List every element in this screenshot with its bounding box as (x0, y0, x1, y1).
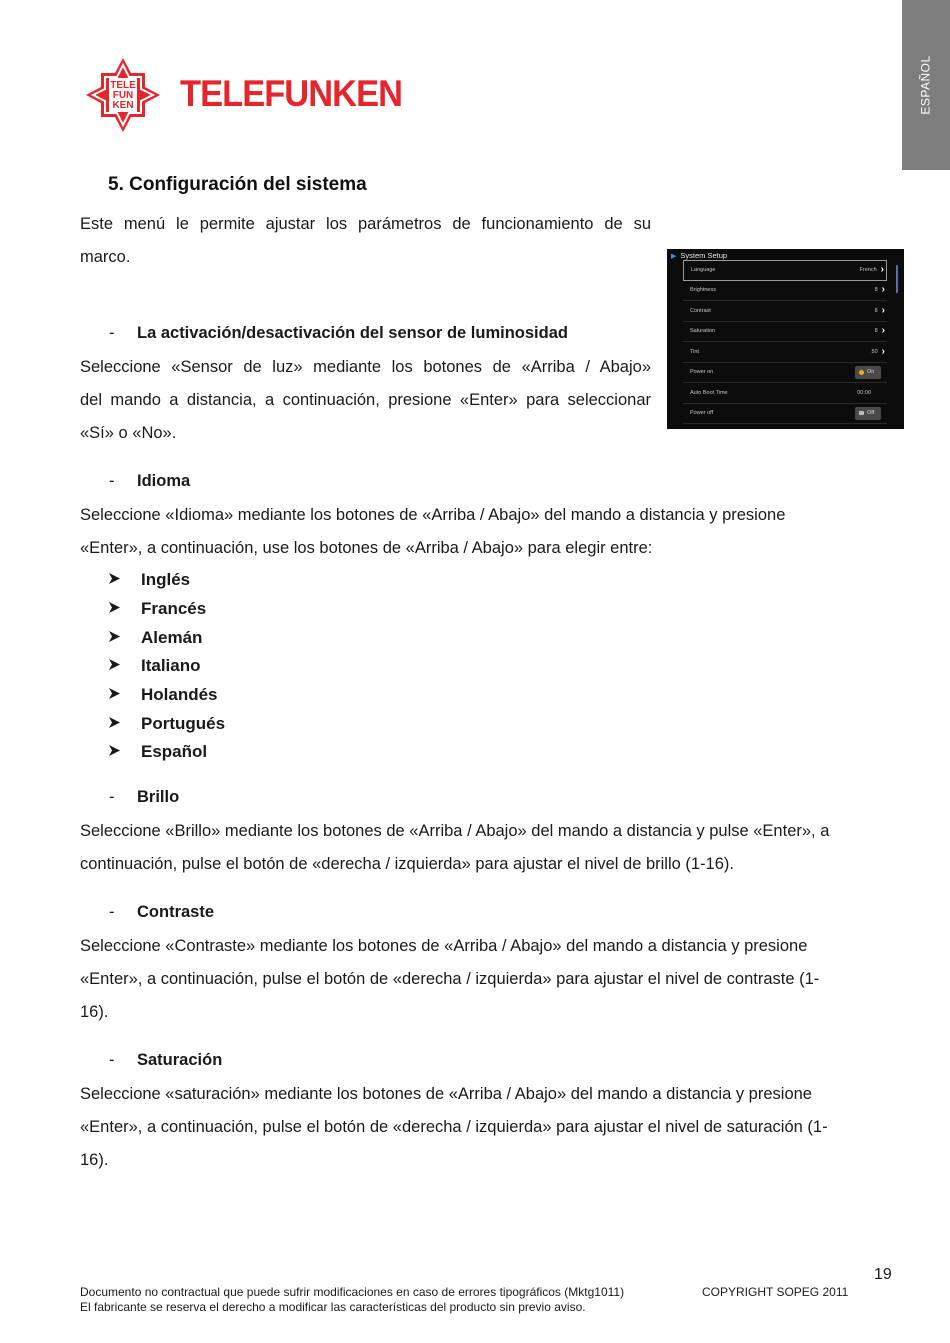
setup-row-power-on[interactable] (683, 363, 887, 384)
setup-row-label: Power off (690, 410, 714, 417)
language-side-tab (902, 0, 950, 170)
page-number: 19 (874, 1266, 892, 1283)
setup-row-contrast[interactable] (683, 301, 887, 322)
setup-row-value-area (860, 265, 884, 275)
setup-row-value-area (855, 407, 885, 420)
brillo-heading-text: Brillo (137, 788, 180, 806)
idioma-heading-text: Idioma (137, 472, 191, 490)
sensor-heading-text: La activación/desactivación del sensor de luminosidad (137, 324, 568, 342)
setup-row-label: Contrast (690, 307, 711, 314)
saturacion-paragraph (80, 1078, 880, 1177)
language-list-item (108, 652, 225, 681)
language-list-item (108, 595, 225, 624)
language-label: Inglés (141, 570, 191, 590)
telefunken-emblem-icon (84, 56, 162, 134)
chevron-right-icon[interactable]: › (880, 264, 884, 276)
arrow-bullet-icon (108, 714, 141, 734)
footer-line-2: El fabricante se reserva el derecho a modificar las características del producto sin previo aviso. (80, 1300, 586, 1314)
language-list-item (108, 566, 225, 595)
setup-row-value: Off (867, 410, 875, 417)
saturacion-line-1: Seleccione «saturación» mediante los botones de «Arriba / Abajo» del mando a distancia y presione (80, 1085, 812, 1103)
brillo-heading: - Brillo (109, 788, 180, 806)
svg-text:TELE: TELE (110, 80, 136, 91)
chevron-right-icon[interactable]: › (881, 284, 885, 296)
setup-row-value: 00:00 (857, 389, 871, 396)
arrow-bullet-icon (108, 570, 141, 590)
power-on-toggle[interactable] (855, 366, 881, 379)
arrow-bullet-icon (108, 656, 141, 676)
language-list-item (108, 709, 225, 738)
chevron-right-icon[interactable]: › (881, 345, 885, 357)
power-off-toggle[interactable] (855, 407, 881, 420)
sensor-line-2: del mando a distancia, a continuación, presione «Enter» para seleccionar (80, 391, 651, 409)
setup-row-tint[interactable] (683, 342, 887, 363)
setup-row-power-off[interactable] (683, 404, 887, 425)
telefunken-logo (84, 56, 404, 136)
brand-wordmark: TELEFUNKEN (180, 73, 403, 114)
setup-row-value: 8 (874, 328, 878, 335)
language-list-item (108, 681, 225, 710)
svg-text:FUN: FUN (112, 90, 134, 101)
chevron-right-icon[interactable]: › (881, 325, 885, 337)
setup-row-label: Saturation (690, 328, 716, 335)
setup-row-value: 50 (871, 348, 878, 355)
contraste-heading: - Contraste (109, 903, 215, 921)
sun-icon (859, 370, 864, 375)
intro-line-1: Este menú le permite ajustar los parámetros de funcionamiento de su (80, 215, 651, 233)
system-setup-screenshot (667, 249, 904, 429)
setup-row-label: Auto Boot Time (690, 389, 728, 396)
setup-row-label: Brightness (690, 287, 716, 294)
contraste-line-2: «Enter», a continuación, pulse el botón de «derecha / izquierda» para ajustar el nivel de contraste (1- (80, 970, 820, 988)
sensor-line-1: Seleccione «Sensor de luz» mediante los botones de «Arriba / Abajo» (80, 358, 651, 376)
contraste-paragraph (80, 930, 880, 1029)
arrow-bullet-icon (108, 685, 141, 705)
saturacion-line-2: «Enter», a continuación, pulse el botón de «derecha / izquierda» para ajustar el nivel de saturación (1- (80, 1118, 828, 1136)
saturacion-heading: - Saturación (109, 1051, 223, 1069)
idioma-line-2: «Enter», a continuación, use los botones de «Arriba / Abajo» para elegir entre: (80, 539, 653, 557)
brillo-paragraph (80, 815, 880, 881)
idioma-paragraph (80, 499, 870, 565)
saturacion-heading-text: Saturación (137, 1051, 223, 1069)
chevron-right-icon[interactable]: › (881, 304, 885, 316)
sensor-line-3: «Sí» o «No». (80, 424, 177, 442)
setup-row-brightness[interactable] (683, 281, 887, 302)
setup-row-value-area (875, 285, 885, 295)
language-label: Alemán (141, 627, 203, 647)
scrollbar (896, 265, 898, 293)
setup-row-label: Language (691, 267, 716, 274)
play-icon: ▶ (671, 252, 677, 260)
moon-icon (859, 411, 864, 415)
brillo-line-1: Seleccione «Brillo» mediante los botones de «Arriba / Abajo» del mando a distancia y pulse «Enter», a (80, 822, 830, 840)
setup-row-value: French (859, 267, 877, 274)
setup-row-value: 8 (874, 287, 878, 294)
setup-row-value: 8 (874, 307, 878, 314)
contraste-heading-text: Contraste (137, 903, 215, 921)
setup-row-value-area (855, 366, 885, 379)
section-title: 5. Configuración del sistema (108, 174, 367, 195)
language-label: Portugués (141, 713, 226, 733)
intro-paragraph (80, 208, 651, 274)
language-label: Francés (141, 599, 207, 619)
language-side-tab-label: ESPAÑOL (919, 55, 933, 115)
setup-row-value-area (875, 326, 885, 336)
saturacion-line-3: 16). (80, 1151, 109, 1169)
sensor-heading: - La activación/desactivación del sensor de luminosidad (109, 324, 568, 342)
language-label: Español (141, 742, 208, 762)
setup-row-auto-boot-time[interactable] (683, 383, 887, 404)
language-list-item (108, 738, 225, 767)
setup-row-label: Power on (690, 369, 714, 376)
intro-line-2: marco. (80, 248, 131, 266)
arrow-bullet-icon (108, 628, 141, 648)
language-list-item (108, 623, 225, 652)
setup-row-saturation[interactable] (683, 322, 887, 343)
setup-row-label: Tint (690, 348, 699, 355)
contraste-line-3: 16). (80, 1003, 109, 1021)
arrow-bullet-icon (108, 742, 141, 762)
svg-text:KEN: KEN (112, 100, 134, 111)
sensor-paragraph (80, 351, 651, 450)
idioma-heading: - Idioma (109, 472, 191, 490)
setup-row-value-area (875, 306, 885, 316)
setup-row-value-area (872, 347, 885, 357)
setup-row-value-area (857, 390, 885, 396)
contraste-line-1: Seleccione «Contraste» mediante los botones de «Arriba / Abajo» del mando a distancia y presione (80, 937, 808, 955)
footer-copyright: COPYRIGHT SOPEG 2011 (702, 1285, 849, 1299)
arrow-bullet-icon (108, 599, 141, 619)
setup-row-language[interactable] (683, 260, 887, 281)
footer-line-1: Documento no contractual que puede sufrir modificaciones en caso de errores tipográficos (Mktg1011) (80, 1285, 625, 1299)
language-label: Holandés (141, 685, 218, 705)
language-list (108, 566, 225, 767)
brillo-line-2: continuación, pulse el botón de «derecha / izquierda» para ajustar el nivel de brillo (1-16). (80, 855, 734, 873)
system-setup-menu (683, 260, 887, 424)
setup-row-value: On (867, 369, 875, 376)
language-label: Italiano (141, 656, 201, 676)
system-setup-title: ▶ System Setup (671, 251, 728, 260)
idioma-line-1: Seleccione «Idioma» mediante los botones de «Arriba / Abajo» del mando a distancia y presione (80, 506, 786, 524)
